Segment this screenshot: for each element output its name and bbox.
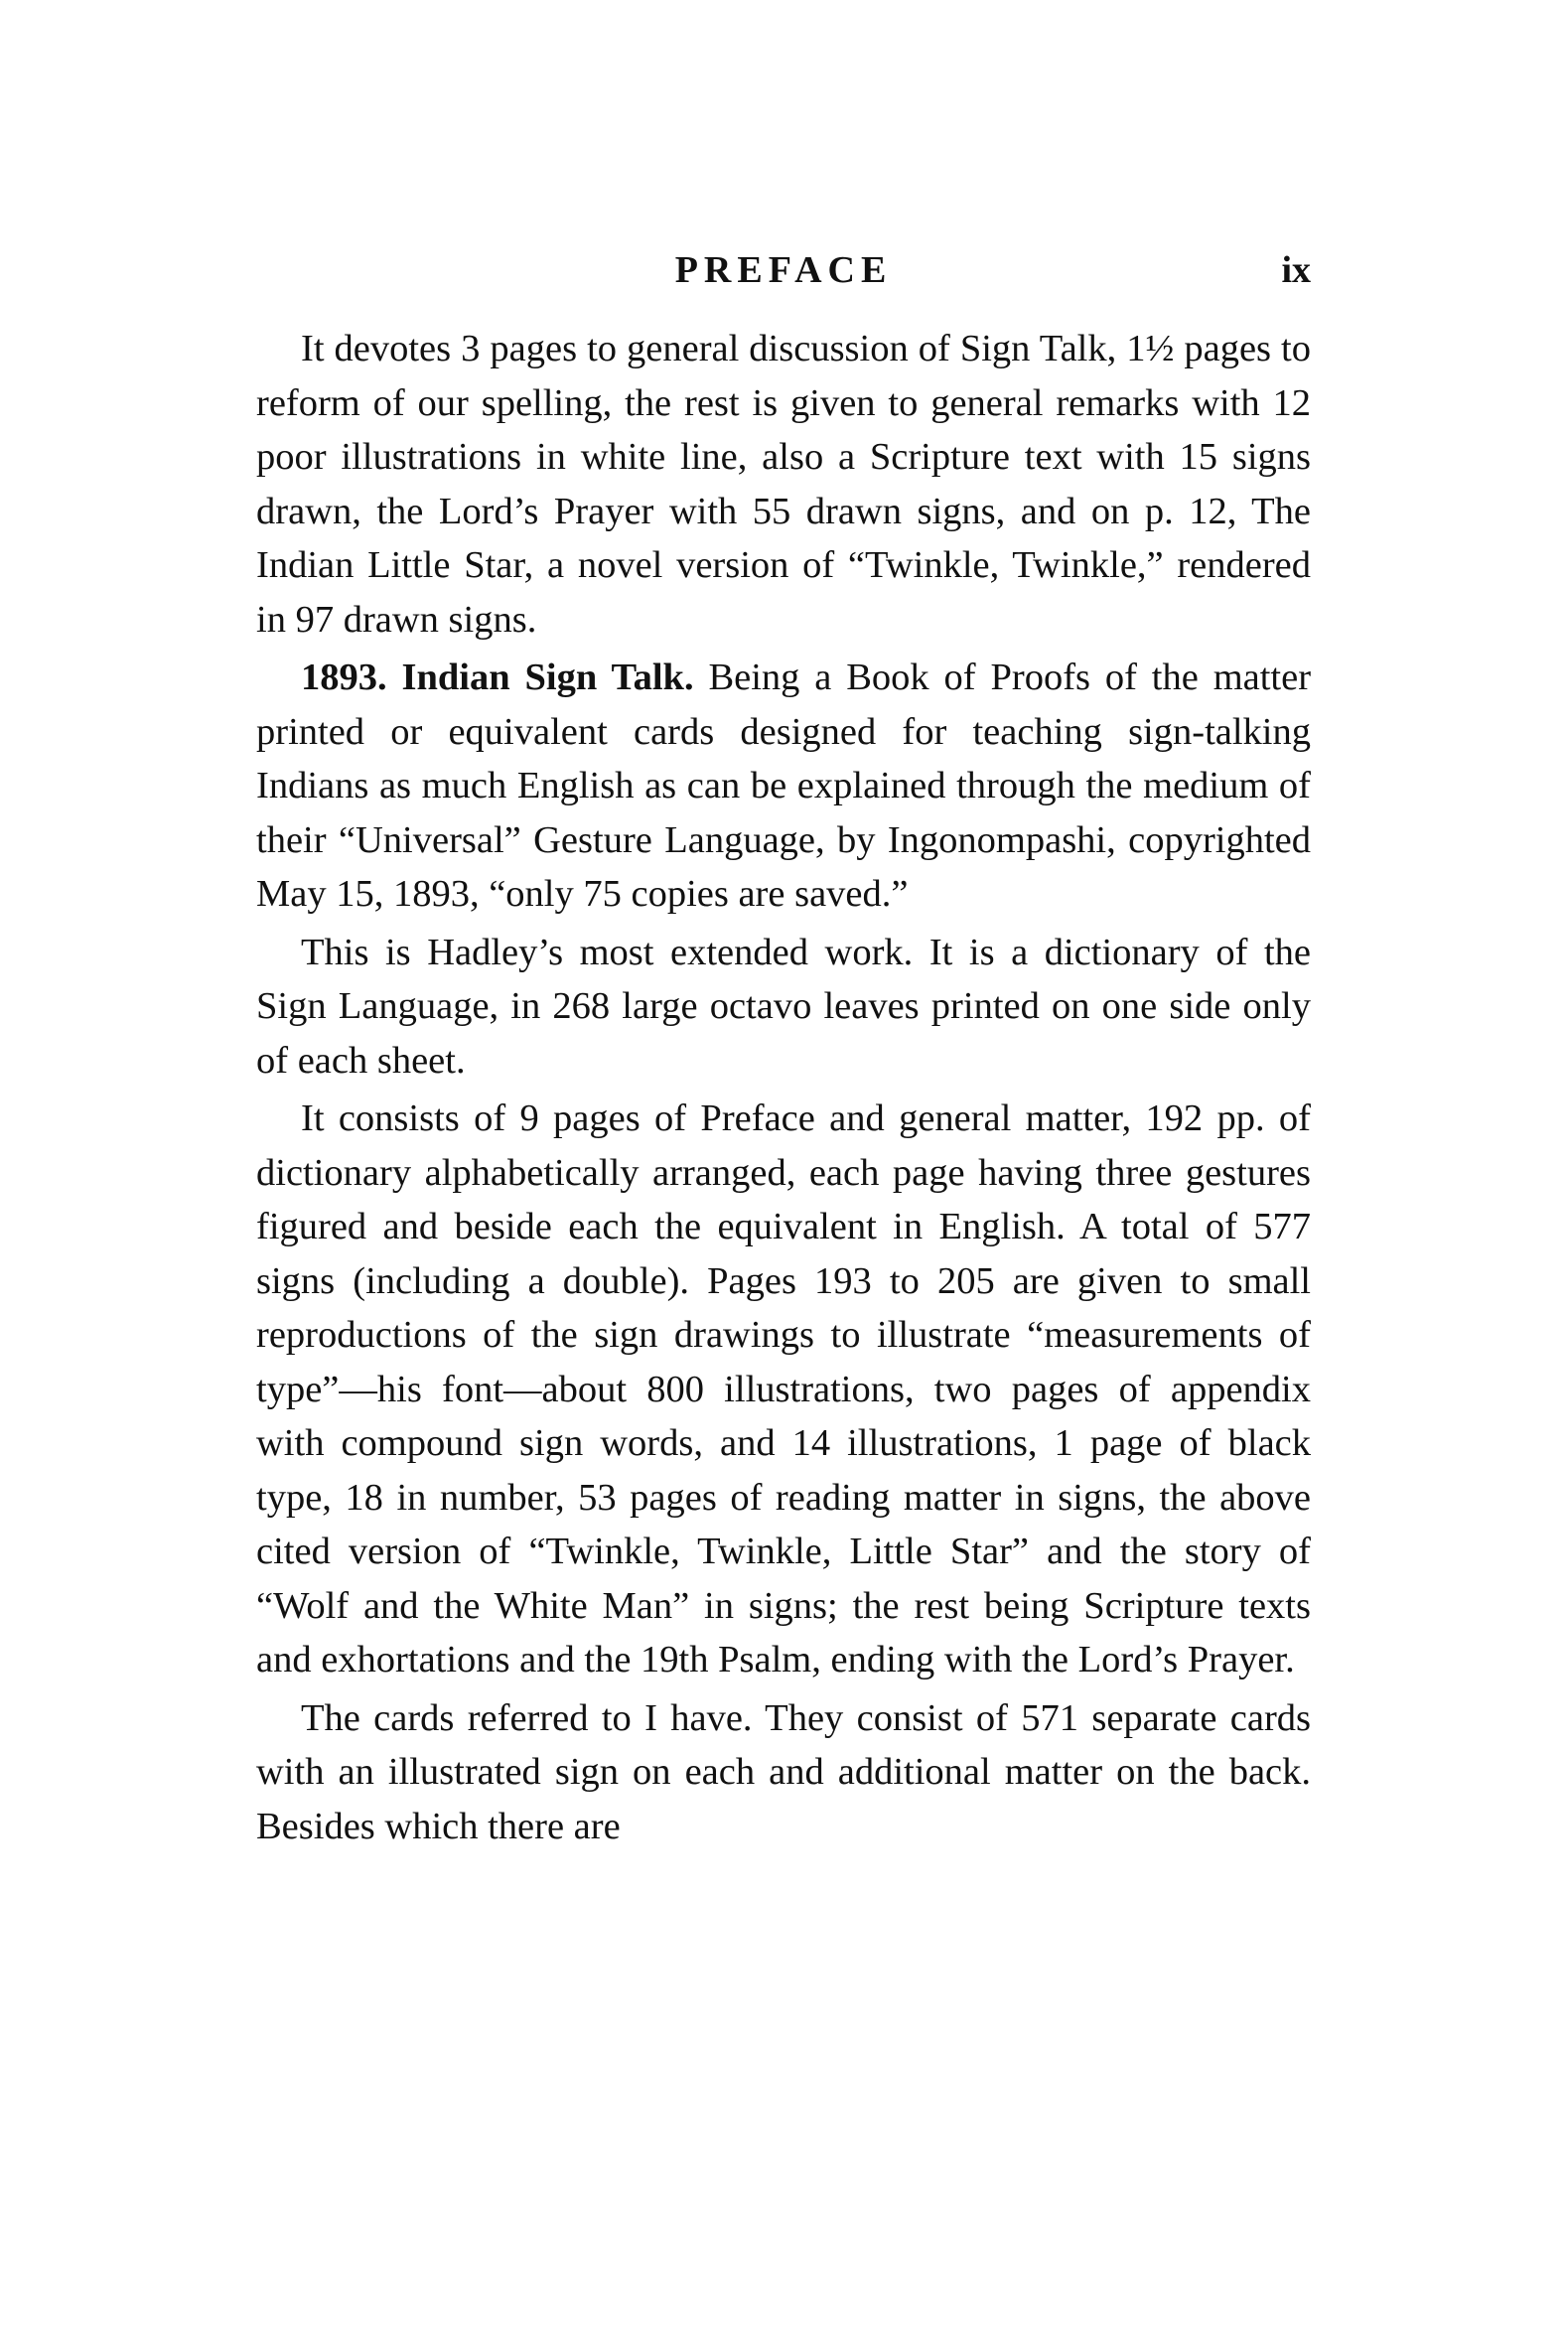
entry-title: Indian Sign Talk. — [401, 657, 694, 698]
paragraph-text: This is Hadley’s most extended work. It is a dictionary of the Sign Language, in 268 large octavo leaves printed on one side only of each sheet. — [256, 931, 1311, 1082]
paragraph-5 — [256, 1691, 1311, 1854]
book-page — [256, 248, 1311, 1857]
entry-year: 1893. — [301, 657, 387, 698]
paragraph-text: Being a Book of Proofs of the matter printed or equivalent cards designed for teaching sign-talking Indians as much English as can be explained through the medium of their “Universal” Gesture Language, by Ingonompashi, copyrighted May 15, 1893, “only 75 copies are saved.” — [256, 657, 1312, 915]
paragraph-entry-1893 — [256, 651, 1311, 922]
running-head-title: PREFACE — [674, 249, 893, 291]
running-head — [256, 248, 1311, 308]
paragraph-1 — [256, 322, 1311, 647]
body-text — [256, 322, 1311, 1853]
paragraph-text: It consists of 9 pages of Preface and general matter, 192 pp. of dictionary alphabetically arranged, each page having three gestures figured and beside each the equivalent in English. A total of 577 signs (including a double). Pages 193 to 205 are given to small reproductions of the sign drawings to illustrate “measurements of type”—his font—about 800 illustrations, two pages of appendix with compound sign words, and 14 illustrations, 1 page of black type, 18 in number, 53 pages of reading matter in signs, the above cited version of “Twinkle, Twinkle, Little Star” and the story of “Wolf and the White Man” in signs; the rest being Scripture texts and exhortations and the 19th Psalm, ending with the Lord’s Prayer. — [256, 1097, 1311, 1680]
paragraph-3 — [256, 926, 1311, 1089]
page-number: ix — [1281, 249, 1311, 291]
paragraph-4 — [256, 1092, 1311, 1687]
paragraph-text: The cards referred to I have. They consist of 571 separate cards with an illustrated sign on each and additional matter on the back. Besides which there are — [256, 1696, 1311, 1847]
paragraph-text: It devotes 3 pages to general discussion of Sign Talk, 1½ pages to reform of our spelling, the rest is given to general remarks with 12 poor illustrations in white line, also a Scripture text with 15 signs drawn, the Lord’s Prayer with 55 drawn signs, and on p. 12, The Indian Little Star, a novel version of “Twinkle, Twinkle,” rendered in 97 drawn signs. — [256, 328, 1311, 641]
